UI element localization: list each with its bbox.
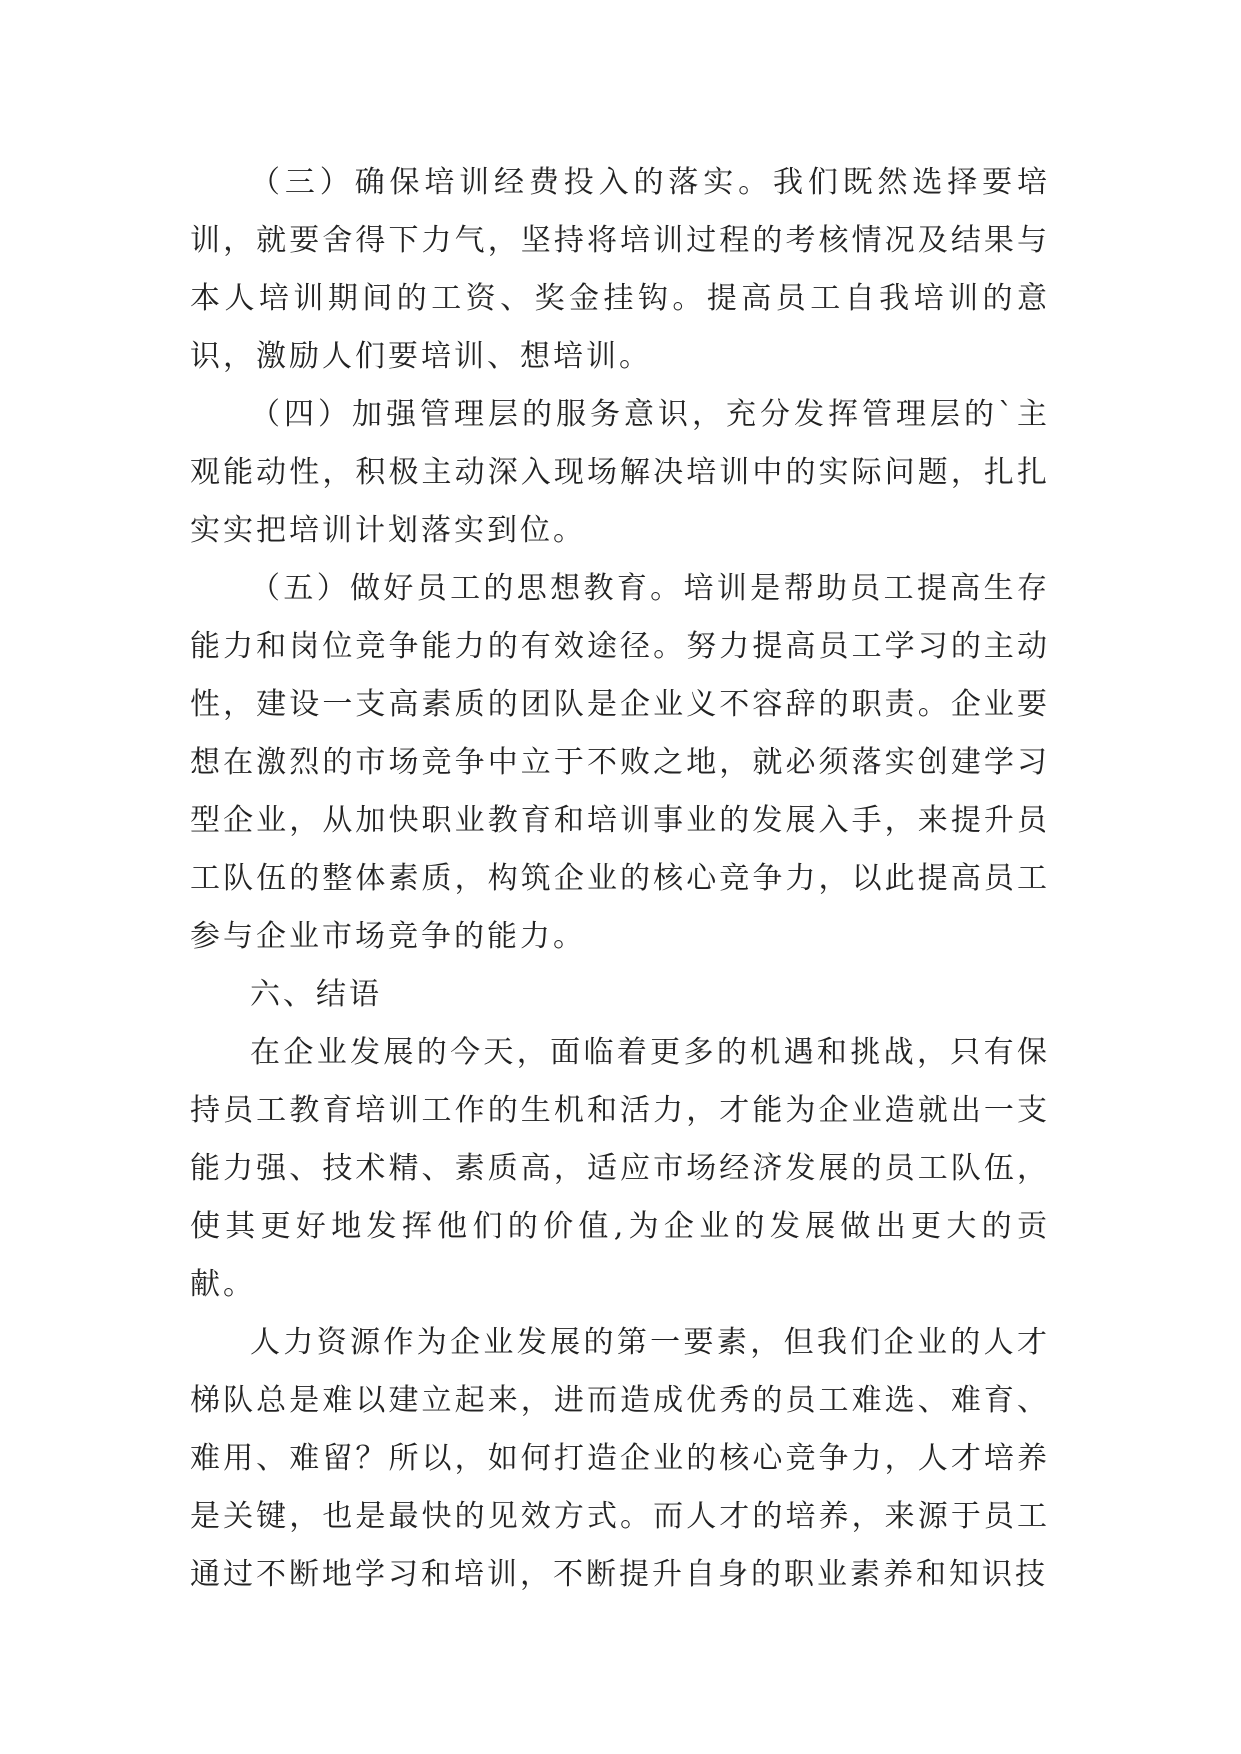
- paragraph-conclusion-1: 在企业发展的今天，面临着更多的机遇和挑战，只有保持员工教育培训工作的生机和活力，才能为企业造就出一支能力强、技术精、素质高，适应市场经济发展的员工队伍，使其更好地发挥他们的价值,为企业的发展做出更大的贡献。: [190, 1035, 1050, 1302]
- paragraph-management-service: （四）加强管理层的服务意识，充分发挥管理层的`主观能动性，积极主动深入现场解决培训中的实际问题，扎扎实实把培训计划落实到位。: [190, 397, 1050, 548]
- document-body: [190, 154, 1050, 1604]
- paragraph-training-funding: （三）确保培训经费投入的落实。我们既然选择要培训，就要舍得下力气，坚持将培训过程的考核情况及结果与本人培训期间的工资、奖金挂钩。提高员工自我培训的意识，激励人们要培训、想培训。: [190, 165, 1050, 374]
- section-heading-conclusion: 六、结语: [250, 977, 382, 1012]
- paragraph-ideological-education: （五）做好员工的思想教育。培训是帮助员工提高生存能力和岗位竞争能力的有效途径。努力提高员工学习的主动性，建设一支高素质的团队是企业义不容辞的职责。企业要想在激烈的市场竞争中立于不败之地，就必须落实创建学习型企业，从加快职业教育和培训事业的发展入手，来提升员工队伍的整体素质，构筑企业的核心竞争力，以此提高员工参与企业市场竞争的能力。: [190, 571, 1050, 954]
- paragraph-conclusion-2: 人力资源作为企业发展的第一要素，但我们企业的人才梯队总是难以建立起来，进而造成优秀的员工难选、难育、难用、难留？所以，如何打造企业的核心竞争力，人才培养是关键，也是最快的见效方式。而人才的培养，来源于员工通过不断地学习和培训，不断提升自身的职业素养和知识技: [190, 1325, 1050, 1592]
